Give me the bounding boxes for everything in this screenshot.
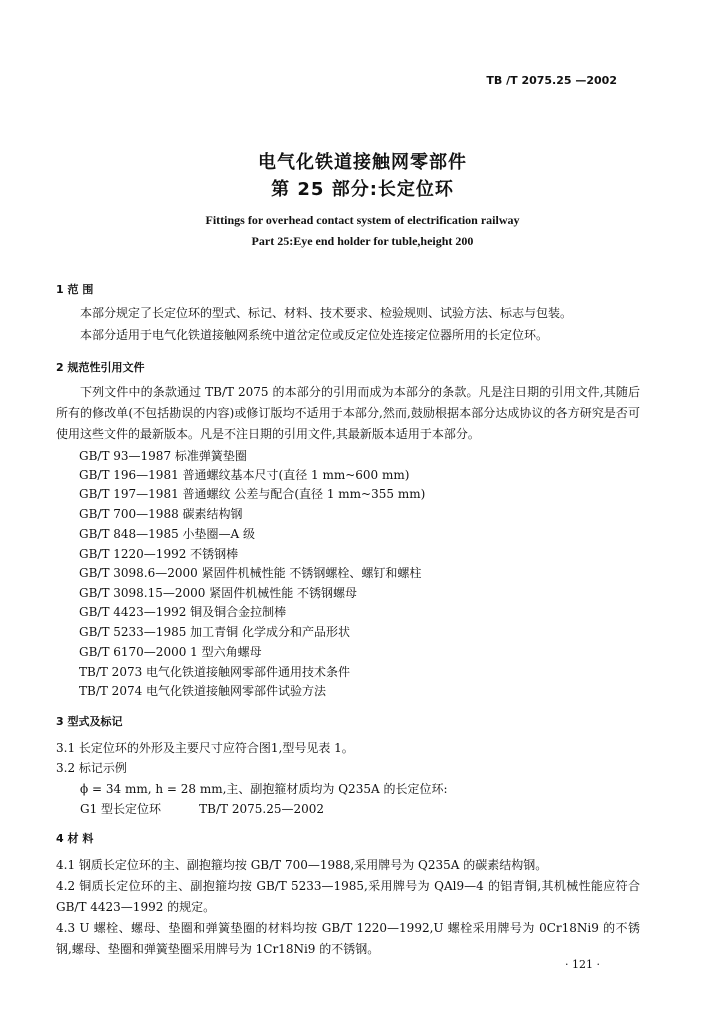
section-1-paragraph-1: 本部分规定了长定位环的型式、标记、材料、技术要求、检验规则、试验方法、标志与包装。 (80, 306, 573, 320)
reference-item: TB/T 2073 电气化铁道接触网零部件通用技术条件 (79, 665, 351, 679)
clause-4-3: 4.3 U 螺栓、螺母、垫圈和弹簧垫圈的材料均按 GB/T 1220—1992,U 螺栓采用牌号为 0Cr18Ni9 的不锈钢,螺母、垫圈和弹簧垫圈采用牌号为 1Cr18Ni9 的不锈钢。 (56, 921, 640, 956)
reference-item: GB/T 196—1981 普通螺纹基本尺寸(直径 1 mm~600 mm) (79, 468, 410, 482)
standard-number-header: TB /T 2075.25 —2002 (486, 74, 617, 87)
marking-example-condition: ϕ = 34 mm, h = 28 mm,主、副抱箍材质均为 Q235A 的长定位环: (80, 782, 448, 796)
section-2-heading: 2 规范性引用文件 (56, 361, 145, 374)
english-subtitle: Part 25:Eye end holder for tuble,height 200 (251, 234, 474, 248)
clause-4-2: 4.2 铜质长定位环的主、副抱箍均按 GB/T 5233—1985,采用牌号为 QAl9—4 的铝青铜,其机械性能应符合 GB/T 4423—1992 的规定。 (56, 879, 640, 914)
clause-4-1: 4.1 钢质长定位环的主、副抱箍均按 GB/T 700—1988,采用牌号为 Q235A 的碳素结构钢。 (56, 858, 548, 872)
clause-3-2: 3.2 标记示例 (56, 761, 127, 775)
page-subtitle: 第 25 部分:长定位环 (271, 179, 454, 200)
section-2-intro: 下列文件中的条款通过 TB/T 2075 的本部分的引用而成为本部分的条款。凡是注日期的引用文件,其随后所有的修改单(不包括勘误的内容)或修订版均不适用于本部分,然而,鼓励根据本部分达成协议的各方研究是否可使用这些文件的最新版本。凡是不注日期的引用文件,其最新版本适用于本部分。 (56, 385, 640, 441)
reference-item: GB/T 3098.6—2000 紧固件机械性能 不锈钢螺栓、螺钉和螺柱 (79, 566, 422, 580)
marking-example-code: G1 型长定位环 TB/T 2075.25—2002 (80, 802, 325, 816)
page-title: 电气化铁道接触网零部件 (258, 152, 467, 173)
reference-item: GB/T 4423—1992 铜及铜合金拉制棒 (79, 605, 287, 619)
reference-item: GB/T 1220—1992 不锈钢棒 (79, 547, 239, 561)
reference-item: TB/T 2074 电气化铁道接触网零部件试验方法 (79, 684, 327, 698)
english-title: Fittings for overhead contact system of electrification railway (205, 213, 520, 227)
section-1-paragraph-2: 本部分适用于电气化铁道接触网系统中道岔定位或反定位处连接定位器所用的长定位环。 (80, 328, 549, 342)
reference-item: GB/T 700—1988 碳素结构钢 (79, 507, 243, 521)
reference-item: GB/T 93—1987 标准弹簧垫圈 (79, 449, 247, 463)
reference-item: GB/T 5233—1985 加工青铜 化学成分和产品形状 (79, 625, 350, 639)
section-4-heading: 4 材 料 (56, 832, 94, 845)
reference-item: GB/T 6170—2000 1 型六角螺母 (79, 645, 262, 659)
reference-item: GB/T 848—1985 小垫圈—A 级 (79, 527, 256, 541)
page-number: · 121 · (565, 958, 600, 971)
clause-3-1: 3.1 长定位环的外形及主要尺寸应符合图1,型号见表 1。 (56, 741, 354, 755)
section-1-heading: 1 范 围 (56, 283, 94, 296)
reference-item: GB/T 3098.15—2000 紧固件机械性能 不锈钢螺母 (79, 586, 358, 600)
reference-item: GB/T 197—1981 普通螺纹 公差与配合(直径 1 mm~355 mm) (79, 487, 426, 501)
section-3-heading: 3 型式及标记 (56, 715, 123, 728)
